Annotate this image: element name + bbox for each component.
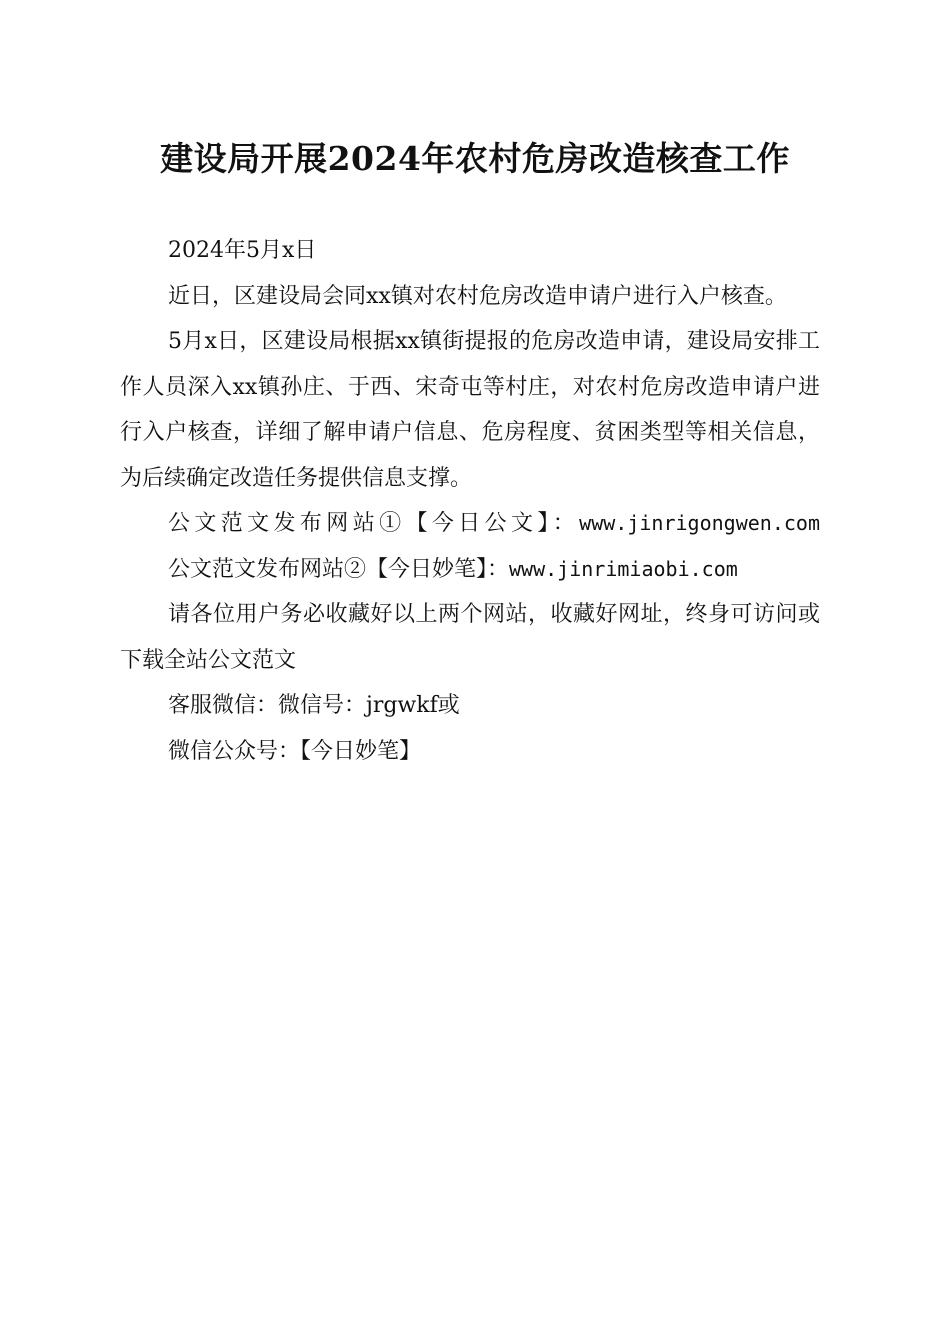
paragraph-detail: 5月x日，区建设局根据xx镇街提报的危房改造申请，建设局安排工作人员深入xx镇孙庄、于西、宋奇屯等村庄，对农村危房改造申请户进行入户核查，详细了解申请户信息、危房程度、贫困类型等相关信息，为后续确定改造任务提供信息支撑。: [120, 329, 820, 491]
document-date: 2024年5月x日: [168, 238, 317, 263]
site2-line: [120, 547, 820, 593]
site1-label: 公文范文发布网站①【今日公文】：: [168, 511, 580, 536]
document-title: 建设局开展2024年农村危房改造核查工作: [160, 139, 790, 178]
site1-line: [120, 501, 820, 547]
site2-label: 公文范文发布网站②【今日妙笔】：: [168, 556, 510, 582]
site2-url[interactable]: www.jinrimiaobi.com: [509, 556, 738, 581]
site1-url[interactable]: www.jinrigongwen.com: [579, 511, 820, 535]
bookmark-notice: 请各位用户务必收藏好以上两个网站，收藏好网址，终身可访问或下载全站公文范文: [120, 602, 820, 673]
official-account: 微信公众号：【今日妙笔】: [168, 738, 422, 764]
paragraph-intro: 近日，区建设局会同xx镇对农村危房改造申请户进行入户核查。: [168, 283, 787, 309]
service-wechat: 客服微信：微信号：jrgwkf或: [168, 693, 460, 718]
document-body: [120, 228, 820, 774]
